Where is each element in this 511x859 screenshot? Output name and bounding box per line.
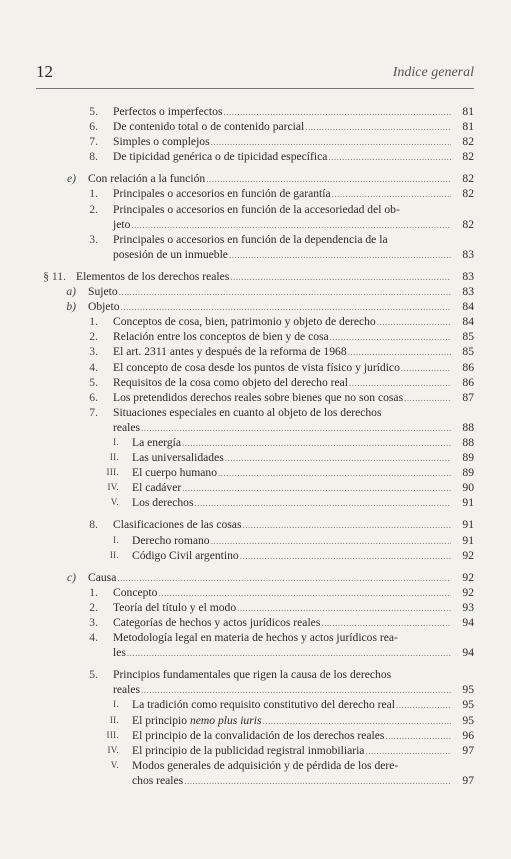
entry-marker: 7. bbox=[89, 135, 98, 149]
entry-title: Principales o accesorios en función de la accesoriedad del ob- bbox=[113, 202, 400, 216]
toc-entry bbox=[36, 329, 474, 344]
toc-entry bbox=[36, 495, 474, 510]
page-ref: 82 bbox=[462, 172, 474, 186]
entry-marker: e) bbox=[66, 172, 76, 186]
toc-entry bbox=[36, 465, 474, 480]
entry-title: Principios fundamentales que rigen la causa de los derechos bbox=[113, 668, 392, 682]
toc-entry bbox=[36, 667, 474, 682]
entry-title: Derecho romano bbox=[132, 533, 210, 547]
toc-entry bbox=[36, 134, 474, 149]
table-of-contents bbox=[36, 104, 474, 788]
entry-marker: IV. bbox=[107, 744, 119, 755]
entry-title: El concepto de cosa desde los puntos de vista físico y jurídico bbox=[113, 360, 400, 374]
dot-leader bbox=[229, 248, 451, 263]
entry-marker: 7. bbox=[89, 405, 98, 419]
dot-leader bbox=[230, 270, 451, 285]
page-ref: 84 bbox=[462, 300, 474, 314]
entry-title: El principio de la convalidación de los derechos reales bbox=[132, 728, 385, 742]
entry-title: Conceptos de cosa, bien, patrimonio y objeto de derecho bbox=[113, 315, 376, 329]
entry-title-continuation: reales bbox=[113, 420, 141, 434]
page-ref: 91 bbox=[462, 496, 474, 510]
toc-entry bbox=[36, 758, 474, 773]
toc-entry bbox=[36, 585, 474, 600]
entry-title: Requisitos de la cosa como objeto del derecho real bbox=[113, 375, 349, 389]
dot-leader bbox=[223, 105, 451, 120]
toc-entry bbox=[36, 615, 474, 630]
toc-entry bbox=[36, 375, 474, 390]
entry-title: Elementos de los derechos reales bbox=[76, 269, 230, 283]
spacer bbox=[36, 510, 474, 517]
page-ref: 85 bbox=[462, 330, 474, 344]
entry-title-continuation: jeto bbox=[113, 217, 131, 231]
entry-title: Categorías de hechos y actos jurídicos reales bbox=[113, 616, 321, 629]
dot-leader bbox=[141, 683, 451, 698]
entry-title-continuation: reales bbox=[113, 683, 141, 697]
spacer bbox=[36, 164, 474, 171]
page-ref: 97 bbox=[462, 773, 474, 787]
entry-title: Principales o accesorios en función de la dependencia de la bbox=[113, 232, 388, 246]
entry-title: Situaciones especiales en cuanto al objeto de los derechos bbox=[113, 405, 382, 419]
entry-marker: 5. bbox=[89, 668, 98, 682]
entry-marker: a) bbox=[66, 285, 76, 299]
page-ref: 94 bbox=[462, 616, 474, 629]
entry-title: Teoría del título y el modo bbox=[113, 600, 237, 614]
dot-leader bbox=[182, 481, 451, 496]
page-ref: 94 bbox=[462, 646, 474, 660]
entry-title: El cuerpo humano bbox=[132, 466, 217, 480]
entry-title: La energía bbox=[132, 435, 182, 449]
page-ref: 86 bbox=[462, 375, 474, 389]
entry-title: Modos generales de adquisición y de pérdida de los dere- bbox=[132, 758, 399, 772]
entry-marker: 2. bbox=[89, 600, 98, 614]
dot-leader bbox=[206, 172, 451, 187]
entry-marker: 8. bbox=[89, 150, 98, 164]
dot-leader bbox=[262, 714, 451, 729]
entry-marker: § 11. bbox=[43, 269, 66, 283]
dot-leader bbox=[119, 285, 451, 300]
spacer bbox=[36, 262, 474, 269]
toc-entry bbox=[36, 435, 474, 450]
entry-marker: 5. bbox=[89, 105, 98, 118]
dot-leader bbox=[237, 601, 451, 616]
entry-title: Las universalidades bbox=[132, 451, 224, 465]
entry-title: Causa bbox=[88, 570, 117, 584]
toc-entry bbox=[36, 104, 474, 119]
dot-leader bbox=[242, 518, 451, 533]
entry-title: La tradición como requisito constitutivo del derecho real bbox=[132, 698, 396, 712]
dot-leader bbox=[218, 466, 451, 481]
toc-entry bbox=[36, 232, 474, 247]
page-ref: 87 bbox=[462, 390, 474, 404]
toc-entry bbox=[36, 450, 474, 465]
dot-leader bbox=[184, 774, 451, 789]
entry-title bbox=[132, 713, 261, 728]
toc-entry bbox=[36, 269, 474, 284]
entry-title: Relación entre los conceptos de bien y de cosa bbox=[113, 330, 329, 344]
entry-marker: 5. bbox=[89, 375, 98, 389]
spacer bbox=[36, 660, 474, 667]
entry-title: Concepto bbox=[113, 585, 158, 599]
dot-leader bbox=[385, 729, 451, 744]
page-ref: 90 bbox=[462, 481, 474, 495]
dot-leader bbox=[158, 586, 451, 601]
toc-entry bbox=[36, 697, 474, 712]
toc-entry bbox=[36, 344, 474, 359]
toc-entry bbox=[36, 119, 474, 134]
page-ref: 83 bbox=[462, 269, 474, 283]
entry-marker: 4. bbox=[89, 631, 98, 645]
entry-title-continuation: posesión de un inmueble bbox=[113, 247, 228, 261]
entry-marker: V. bbox=[110, 759, 119, 770]
entry-marker: 4. bbox=[89, 360, 98, 374]
toc-entry bbox=[36, 548, 474, 563]
page-ref: 95 bbox=[462, 713, 474, 727]
entry-title: Clasificaciones de las cosas bbox=[113, 518, 242, 532]
dot-leader bbox=[348, 345, 451, 360]
dot-leader bbox=[211, 135, 451, 150]
dot-leader bbox=[117, 571, 451, 586]
entry-title: Los derechos bbox=[132, 496, 194, 510]
dot-leader bbox=[240, 549, 451, 564]
toc-entry bbox=[36, 713, 474, 728]
entry-marker: 2. bbox=[89, 202, 98, 216]
toc-entry bbox=[36, 405, 474, 420]
page-ref: 82 bbox=[462, 217, 474, 231]
entry-marker: 1. bbox=[89, 315, 98, 329]
entry-marker: 3. bbox=[89, 616, 98, 629]
entry-title: De tipicidad genérica o de tipicidad específica bbox=[113, 150, 328, 164]
entry-title: Objeto bbox=[88, 300, 120, 314]
entry-marker: IV. bbox=[107, 482, 119, 493]
entry-title: Simples o complejos bbox=[113, 135, 210, 149]
entry-marker: c) bbox=[66, 570, 76, 584]
toc-entry bbox=[36, 186, 474, 201]
page-ref: 82 bbox=[462, 187, 474, 201]
toc-entry bbox=[36, 299, 474, 314]
page-ref: 88 bbox=[462, 420, 474, 434]
page-header bbox=[36, 62, 474, 86]
toc-entry bbox=[36, 645, 474, 660]
toc-entry bbox=[36, 630, 474, 645]
page-ref: 92 bbox=[462, 570, 474, 584]
dot-leader bbox=[349, 376, 451, 391]
page-ref: 89 bbox=[462, 451, 474, 465]
toc-entry bbox=[36, 171, 474, 186]
dot-leader bbox=[328, 150, 451, 165]
page-ref: 93 bbox=[462, 600, 474, 614]
toc-entry bbox=[36, 600, 474, 615]
page-ref: 88 bbox=[462, 435, 474, 449]
dot-leader bbox=[305, 120, 451, 135]
page-ref: 81 bbox=[462, 120, 474, 134]
dot-leader bbox=[330, 330, 451, 345]
toc-entry bbox=[36, 682, 474, 697]
page-ref: 96 bbox=[462, 728, 474, 742]
page-ref: 84 bbox=[462, 315, 474, 329]
spacer bbox=[36, 563, 474, 570]
entry-title-continuation: chos reales bbox=[132, 773, 184, 787]
entry-marker: I. bbox=[113, 534, 119, 545]
entry-title: Metodología legal en materia de hechos y actos jurídicos rea- bbox=[113, 631, 398, 645]
page-ref: 83 bbox=[462, 285, 474, 299]
entry-title: Código Civil argentino bbox=[132, 548, 239, 562]
dot-leader bbox=[321, 616, 451, 631]
header-rule bbox=[36, 88, 474, 89]
dot-leader bbox=[396, 698, 451, 713]
entry-marker: b) bbox=[66, 300, 76, 314]
running-title: Indice general bbox=[392, 65, 474, 80]
entry-title: El cadáver bbox=[132, 481, 182, 495]
entry-marker: 3. bbox=[89, 345, 98, 359]
entry-marker: II. bbox=[109, 452, 119, 463]
toc-entry bbox=[36, 420, 474, 435]
entry-marker: 2. bbox=[89, 330, 98, 344]
entry-marker: V. bbox=[110, 497, 119, 508]
page-number: 12 bbox=[36, 62, 53, 81]
dot-leader bbox=[121, 300, 451, 315]
entry-title: De contenido total o de contenido parcial bbox=[113, 120, 305, 134]
toc-entry bbox=[36, 533, 474, 548]
page-ref: 95 bbox=[462, 683, 474, 697]
entry-marker: 8. bbox=[89, 518, 98, 532]
page-ref: 89 bbox=[462, 466, 474, 480]
dot-leader bbox=[141, 421, 451, 436]
toc-entry bbox=[36, 360, 474, 375]
toc-entry bbox=[36, 314, 474, 329]
entry-title: Principales o accesorios en función de garantía bbox=[113, 187, 331, 201]
entry-marker: I. bbox=[113, 436, 119, 447]
entry-title: Sujeto bbox=[88, 285, 118, 299]
dot-leader bbox=[377, 315, 451, 330]
entry-marker: 6. bbox=[89, 390, 98, 404]
entry-marker: 6. bbox=[89, 120, 98, 134]
toc-entry bbox=[36, 202, 474, 217]
entry-title: Perfectos o imperfectos bbox=[113, 105, 223, 118]
dot-leader bbox=[365, 744, 451, 759]
page-ref: 81 bbox=[462, 105, 474, 118]
page-ref: 91 bbox=[462, 533, 474, 547]
entry-title: Los pretendidos derechos reales sobre bienes que no son cosas bbox=[113, 390, 404, 404]
toc-entry bbox=[36, 149, 474, 164]
toc-entry bbox=[36, 728, 474, 743]
entry-title-continuation: les bbox=[113, 646, 126, 660]
entry-marker: 3. bbox=[89, 232, 98, 246]
dot-leader bbox=[225, 451, 451, 466]
page-ref: 92 bbox=[462, 548, 474, 562]
page-ref: 85 bbox=[462, 345, 474, 359]
toc-entry bbox=[36, 570, 474, 585]
toc-entry bbox=[36, 743, 474, 758]
toc-entry bbox=[36, 517, 474, 532]
dot-leader bbox=[401, 361, 451, 376]
toc-entry bbox=[36, 390, 474, 405]
page-ref: 82 bbox=[462, 135, 474, 149]
dot-leader bbox=[127, 646, 451, 661]
page-ref: 92 bbox=[462, 585, 474, 599]
dot-leader bbox=[182, 436, 451, 451]
entry-title: El art. 2311 antes y después de la reforma de 1968 bbox=[113, 345, 347, 359]
dot-leader bbox=[195, 496, 452, 511]
entry-title: Con relación a la función bbox=[88, 172, 206, 186]
entry-title-text: El principio bbox=[132, 713, 190, 727]
entry-marker: 1. bbox=[89, 187, 98, 201]
dot-leader bbox=[131, 218, 451, 233]
toc-entry bbox=[36, 480, 474, 495]
entry-marker: II. bbox=[109, 714, 119, 725]
entry-marker: III. bbox=[106, 729, 119, 740]
entry-title: El principio de la publicidad registral inmobiliaria bbox=[132, 743, 365, 757]
entry-title-italic: nemo plus iuris bbox=[189, 713, 262, 727]
dot-leader bbox=[404, 391, 451, 406]
page-ref: 82 bbox=[462, 150, 474, 164]
toc-entry bbox=[36, 773, 474, 788]
page-ref: 97 bbox=[462, 743, 474, 757]
toc-entry bbox=[36, 284, 474, 299]
toc-entry bbox=[36, 217, 474, 232]
dot-leader bbox=[211, 534, 451, 549]
entry-marker: II. bbox=[109, 549, 119, 560]
page-ref: 83 bbox=[462, 247, 474, 261]
page-ref: 91 bbox=[462, 518, 474, 532]
entry-marker: 1. bbox=[89, 585, 98, 599]
toc-entry bbox=[36, 247, 474, 262]
page-ref: 86 bbox=[462, 360, 474, 374]
entry-marker: III. bbox=[106, 467, 119, 478]
entry-marker: I. bbox=[113, 699, 119, 710]
dot-leader bbox=[332, 187, 451, 202]
page-ref: 95 bbox=[462, 698, 474, 712]
